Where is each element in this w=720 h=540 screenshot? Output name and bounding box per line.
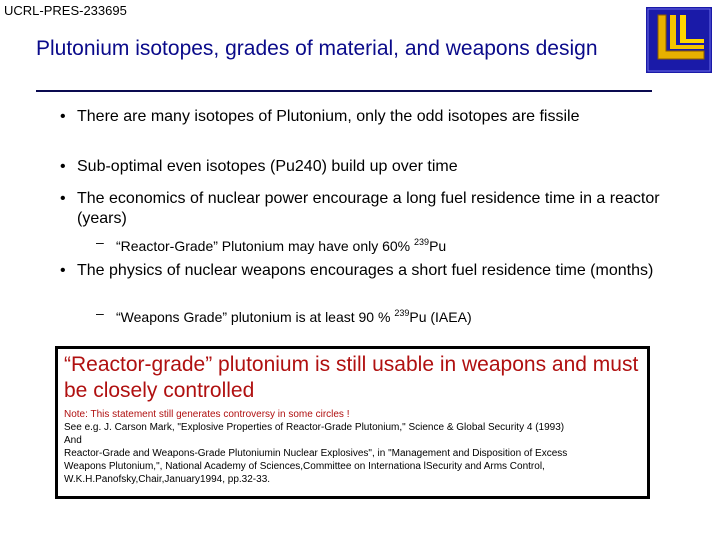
note-line: Note: This statement still generates controversy in some circles ! xyxy=(64,409,350,420)
note-line: See e.g. J. Carson Mark, "Explosive Properties of Reactor-Grade Plutonium," Science & Global Security 4 (1993) xyxy=(64,422,565,433)
note-line: W.K.H.Panofsky,Chair,January1994, pp.32-33. xyxy=(64,474,271,485)
page-title: Plutonium isotopes, grades of material, and weapons design xyxy=(36,37,598,60)
callout-note xyxy=(64,408,644,486)
document-id: UCRL-PRES-233695 xyxy=(4,3,127,18)
callout-box xyxy=(55,346,650,499)
bullet-item: • The physics of nuclear weapons encourages a short fuel residence time (months) xyxy=(60,262,654,279)
note-line: Weapons Plutonium,", National Academy of Sciences,Committee on Internationa lSecurity and Arms Control, xyxy=(64,461,545,472)
dash-mark: – xyxy=(96,234,104,250)
title-divider xyxy=(36,90,652,92)
bullet-item: • Sub-optimal even isotopes (Pu240) build up over time xyxy=(60,158,458,175)
note-line: Reactor-Grade and Weapons-Grade Plutoniumin Nuclear Explosives", in "Management and Disposition of Excess xyxy=(64,448,568,459)
sub-bullet-item: – “Weapons Grade” plutonium is at least 90 % $^{239}$Pu (IAEA) xyxy=(96,305,472,325)
bullet-dot: • xyxy=(60,190,66,207)
bullet-dot: • xyxy=(60,158,66,175)
dash-mark: – xyxy=(96,305,104,321)
bullet-dot: • xyxy=(60,262,66,279)
llnl-logo xyxy=(646,7,712,73)
bullet-item: • There are many isotopes of Plutonium, only the odd isotopes are fissile xyxy=(60,108,580,125)
bullet-item: • The economics of nuclear power encourage a long fuel residence time in a reactor (years) xyxy=(60,190,660,227)
callout-headline: “Reactor-grade” plutonium is still usable in weapons and must be closely controlled xyxy=(64,353,639,402)
sub-bullet-item: – “Reactor-Grade” Plutonium may have only 60% $^{239}$Pu xyxy=(96,234,447,254)
note-line: And xyxy=(64,435,82,446)
bullet-dot: • xyxy=(60,108,66,125)
